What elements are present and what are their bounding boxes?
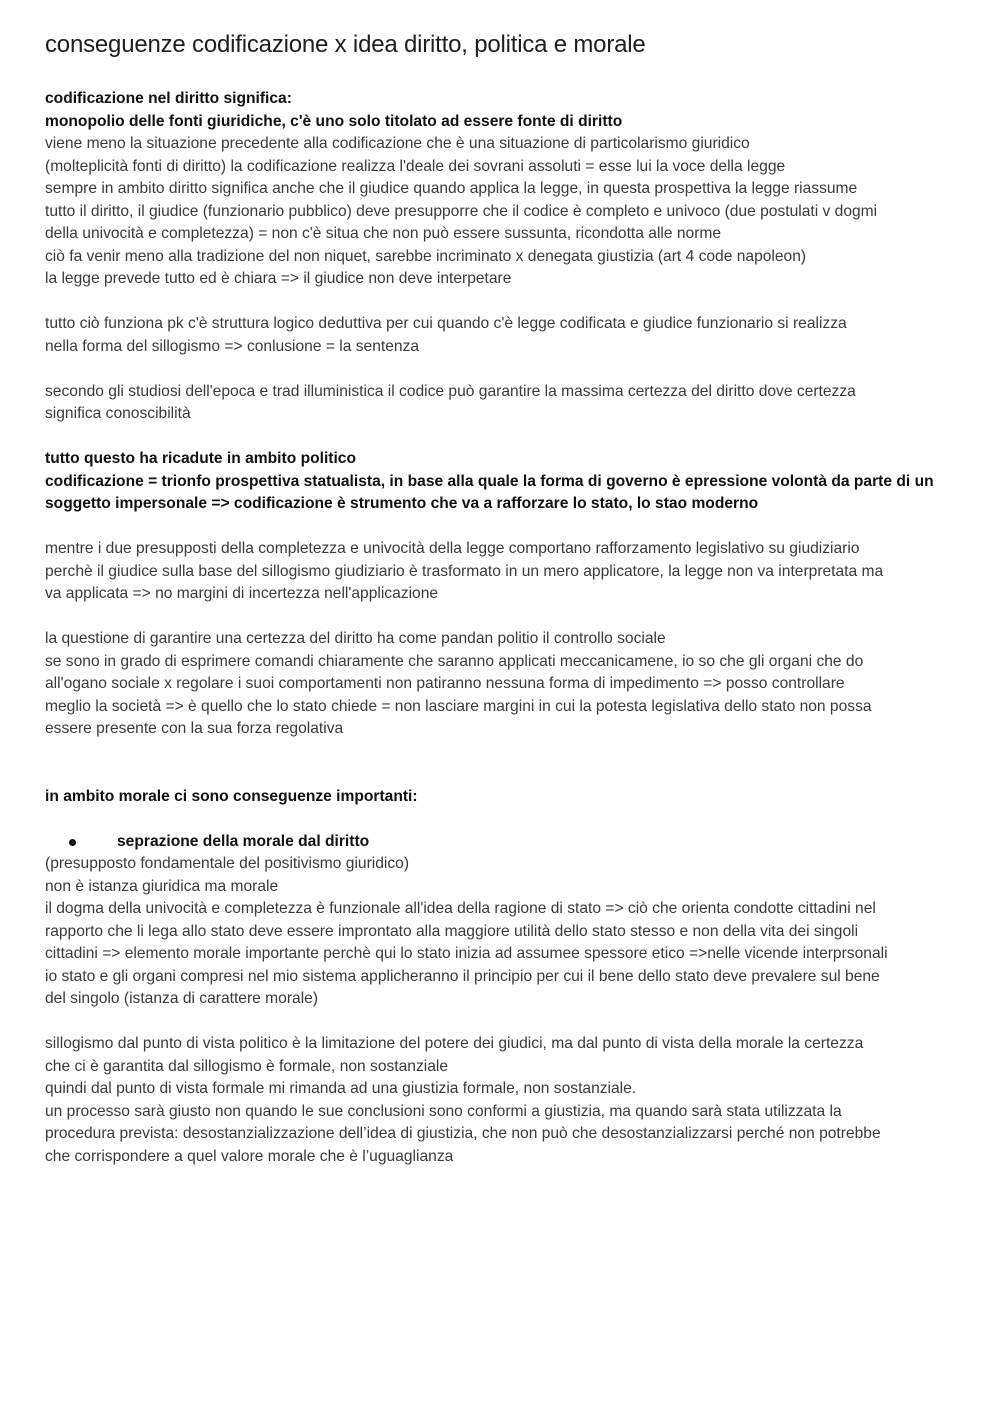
text-line: della univocità e completezza) = non c'è situa che non può essere sussunta, ricondotta alle norme	[45, 225, 722, 242]
text-line: la questione di garantire una certezza del diritto ha come pandan politio il controllo sociale	[45, 630, 666, 647]
text-line: tutto il diritto, il giudice (funzionario pubblico) deve presupporre che il codice è completo e univoco (due postulati v dogmi	[45, 202, 878, 220]
text-line: ciò fa venir meno alla tradizione del non niquet, sarebbe incriminato x denegata giustizia (art 4 code napoleon)	[45, 247, 807, 265]
paragraph-gap	[45, 808, 960, 831]
text-line: mentre i due presupposti della completezza e univocità della legge comportano rafforzamento legislativo su giudiziario	[45, 540, 860, 557]
bullet-text: seprazione della morale dal diritto	[117, 832, 370, 850]
text-line: quindi dal punto di vista formale mi rimanda ad una giustizia formale, non sostanziale.	[45, 1080, 637, 1097]
paragraph-gap	[45, 1011, 960, 1034]
text-line: (presupposto fondamentale del positivismo giuridico)	[45, 855, 410, 872]
text-line: il dogma della univocità e completezza è funzionale all'idea della ragione di stato => ciò che orienta condotte cittadini nel	[45, 900, 876, 917]
section-heading: in ambito morale ci sono conseguenze importanti:	[45, 787, 418, 805]
section-subheading: monopolio delle fonti giuridiche, c'è uno solo titolato ad essere fonte di diritto	[45, 112, 623, 130]
text-line: tutto ciò funziona pk c'è struttura logico deduttiva per cui quando c'è legge codificata e giudice funzionario si realizza	[45, 315, 847, 332]
paragraph-gap	[45, 741, 960, 786]
text-line: sempre in ambito diritto significa anche che il giudice quando applica la legge, in questa prospettiva la legge riassume	[45, 180, 858, 197]
paragraph-gap	[45, 426, 960, 449]
text-line: rapporto che li lega allo stato deve essere improntato alla maggiore utilità dello stato stesso e non della vita dei singoli	[45, 922, 859, 940]
bullet-item	[45, 831, 960, 854]
paragraph-controllo-sociale	[45, 628, 960, 741]
paragraph-certezza	[45, 381, 960, 426]
text-line-bold: soggetto impersonale => codificazione è strumento che va a rafforzare lo stato, lo stao moderno	[45, 495, 759, 512]
text-line: cittadini => elemento morale importante perchè qui lo stato inizia ad assumee spessore etico =>nelle vicende interprsonali	[45, 945, 888, 962]
text-line: non è istanza giuridica ma morale	[45, 877, 279, 895]
text-line-bold: codificazione = trionfo prospettiva statualista, in base alla quale la forma di governo è epressione volontà da parte di un	[45, 472, 934, 490]
text-line: sillogismo dal punto di vista politico è la limitazione del potere dei giudici, ma dal punto di vista della morale la certezza	[45, 1035, 864, 1052]
section-politica	[45, 448, 960, 516]
text-line: va applicata => no margini di incertezza nell'applicazione	[45, 585, 439, 602]
text-line: del singolo (istanza di carattere morale)	[45, 990, 319, 1007]
text-line: essere presente con la sua forza regolativa	[45, 720, 344, 737]
paragraph-gap	[45, 516, 960, 539]
paragraph-presupposti	[45, 538, 960, 606]
paragraph-giustizia-formale	[45, 1033, 960, 1168]
document-title: conseguenze codificazione x idea diritto, politica e morale	[45, 31, 646, 58]
paragraph-gap	[45, 358, 960, 381]
section-morale	[45, 786, 960, 1011]
text-line: che corrispondere a quel valore morale che è l’uguaglianza	[45, 1147, 454, 1165]
text-line: all'ogano sociale x regolare i suoi comportamenti non patiranno nessuna forma di impedimento => posso controllare	[45, 675, 845, 692]
text-line: significa conoscibilità	[45, 405, 191, 422]
paragraph-sillogismo	[45, 313, 960, 358]
section-heading: tutto questo ha ricadute in ambito politico	[45, 450, 357, 467]
section-heading: codificazione nel diritto significa:	[45, 90, 292, 107]
text-line: procedura prevista: desostanzializzazione dell’idea di giustizia, che non può che desostanzializzarsi perché non potrebbe	[45, 1125, 881, 1142]
text-line: io stato e gli organi compresi nel mio sistema applicheranno il principio per cui il bene dello stato deve prevalere sul bene	[45, 967, 880, 985]
paragraph-gap	[45, 606, 960, 629]
text-line: viene meno la situazione precedente alla codificazione che è una situazione di particolarismo giuridico	[45, 135, 750, 152]
text-line: secondo gli studiosi dell'epoca e trad illuministica il codice può garantire la massima certezza del diritto dove certezza	[45, 382, 856, 400]
text-line: meglio la società => è quello che lo stato chiede = non lasciare margini in cui la potesta legislativa dello stato non possa	[45, 697, 872, 715]
text-line: che ci è garantita dal sillogismo è formale, non sostanziale	[45, 1057, 449, 1075]
text-line: un processo sarà giusto non quando le sue conclusioni sono conformi a giustizia, ma quando sarà stata utilizzata la	[45, 1102, 842, 1120]
text-line: nella forma del sillogismo => conlusione = la sentenza	[45, 337, 420, 355]
section-diritto	[45, 88, 960, 291]
text-line: se sono in grado di esprimere comandi chiaramente che saranno applicati meccanicamene, io so che gli organi che do	[45, 652, 864, 670]
paragraph-gap	[45, 291, 960, 314]
text-line: la legge prevede tutto ed è chiara => il giudice non deve interpetare	[45, 270, 512, 287]
bullet-dot-icon	[69, 839, 76, 846]
text-line: perchè il giudice sulla base del sillogismo giudiziario è trasformato in un mero applicatore, la legge non va interpretata ma	[45, 562, 884, 580]
text-line: (molteplicità fonti di diritto) la codificazione realizza l'deale dei sovrani assoluti = esse lui la voce della legge	[45, 157, 786, 175]
